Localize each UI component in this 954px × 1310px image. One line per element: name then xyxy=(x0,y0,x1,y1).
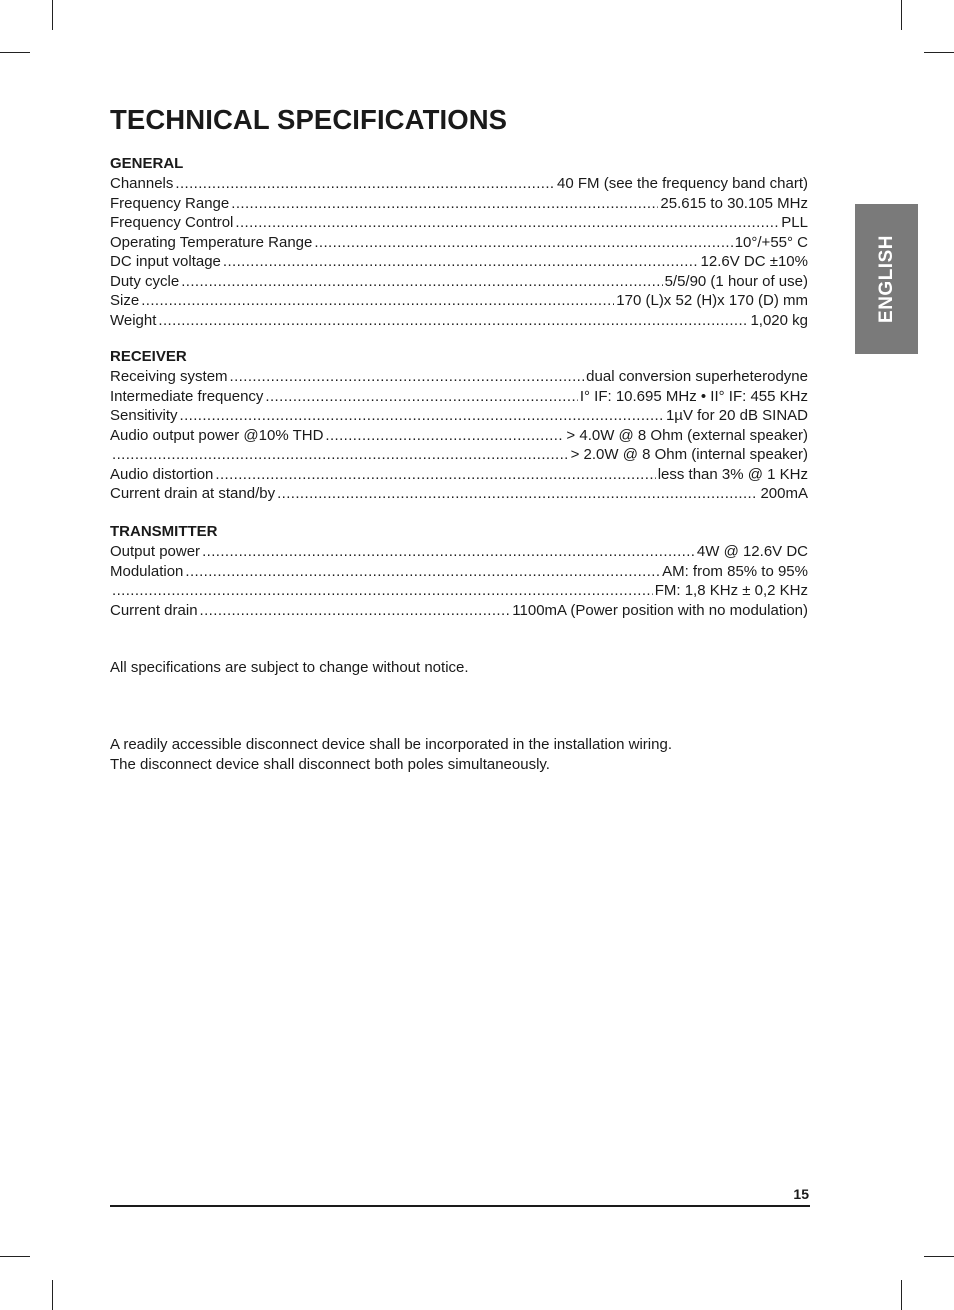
spec-label: Sensitivity xyxy=(110,407,178,424)
crop-mark xyxy=(901,0,902,30)
footer-rule xyxy=(110,1205,810,1207)
dot-leader xyxy=(202,542,695,562)
section-transmitter xyxy=(110,522,808,620)
spec-row xyxy=(110,272,808,292)
spec-row xyxy=(110,252,808,272)
dot-leader xyxy=(141,291,614,311)
spec-list xyxy=(110,367,808,504)
disconnect-note-line-1: A readily accessible disconnect device shall be incorporated in the installation wiring. xyxy=(110,736,672,753)
spec-label: Receiving system xyxy=(110,368,228,385)
spec-row xyxy=(110,465,808,485)
spec-value: 1100mA (Power position with no modulation) xyxy=(512,601,808,619)
dot-leader xyxy=(223,252,699,272)
spec-value: less than 3% @ 1 KHz xyxy=(657,465,808,483)
spec-value: 170 (L)x 52 (H)x 170 (D) mm xyxy=(616,292,808,309)
spec-label: Intermediate frequency xyxy=(110,387,264,405)
dot-leader xyxy=(181,272,662,292)
spec-list xyxy=(110,174,808,330)
dot-leader xyxy=(158,311,748,331)
spec-label: Audio distortion xyxy=(110,465,214,483)
spec-value: 1µV for 20 dB SINAD xyxy=(665,407,808,424)
dot-leader xyxy=(180,406,664,426)
spec-label: Current drain at stand/by xyxy=(110,485,276,502)
crop-mark xyxy=(0,1256,30,1257)
spec-label: Output power xyxy=(110,543,201,560)
spec-value: > 2.0W @ 8 Ohm (internal speaker) xyxy=(570,446,808,463)
spec-label: Weight xyxy=(110,311,157,329)
page-number: 15 xyxy=(793,1186,809,1202)
dot-leader xyxy=(185,562,660,582)
dot-leader xyxy=(314,233,732,253)
dot-leader xyxy=(230,367,585,387)
spec-label: Audio output power @10% THD xyxy=(110,426,324,444)
spec-value: 40 FM (see the frequency band chart) xyxy=(557,175,808,192)
section-heading: GENERAL xyxy=(110,155,184,172)
spec-label: Frequency Control xyxy=(110,214,234,231)
spec-value: I° IF: 10.695 MHz • II° IF: 455 KHz xyxy=(579,387,808,405)
spec-value: PLL xyxy=(781,214,808,231)
crop-mark xyxy=(52,0,53,30)
page-title: TECHNICAL SPECIFICATIONS xyxy=(110,104,508,135)
language-tab xyxy=(855,204,918,354)
dot-leader xyxy=(231,194,658,214)
crop-mark xyxy=(924,52,954,53)
spec-label: Channels xyxy=(110,175,174,192)
spec-row xyxy=(110,291,808,311)
dot-leader xyxy=(112,581,653,601)
spec-value: dual conversion superheterodyne xyxy=(586,368,808,385)
spec-label: Current drain xyxy=(110,601,198,619)
spec-value: > 4.0W @ 8 Ohm (external speaker) xyxy=(566,426,808,444)
spec-row xyxy=(110,445,808,465)
spec-row xyxy=(110,406,808,426)
spec-value: 10°/+55° C xyxy=(734,233,808,251)
language-tab-label: ENGLISH xyxy=(875,235,897,323)
spec-row xyxy=(110,387,808,407)
dot-leader xyxy=(215,465,655,485)
spec-value: 200mA xyxy=(760,485,808,502)
spec-value: FM: 1,8 KHz ± 0,2 KHz xyxy=(654,582,808,599)
dot-leader xyxy=(265,387,577,407)
spec-label: Duty cycle xyxy=(110,272,180,290)
dot-leader xyxy=(200,601,511,621)
spec-value: 25.615 to 30.105 MHz xyxy=(660,194,808,212)
spec-row xyxy=(110,484,808,504)
dot-leader xyxy=(175,174,555,194)
spec-row xyxy=(110,367,808,387)
spec-label: Operating Temperature Range xyxy=(110,233,313,251)
spec-list xyxy=(110,542,808,620)
crop-mark xyxy=(52,1280,53,1310)
spec-row xyxy=(110,426,808,446)
dot-leader xyxy=(325,426,564,446)
spec-label: Frequency Range xyxy=(110,194,230,212)
spec-row xyxy=(110,174,808,194)
dot-leader xyxy=(277,484,758,504)
dot-leader xyxy=(235,213,779,233)
spec-value: 5/5/90 (1 hour of use) xyxy=(664,272,808,290)
spec-value: AM: from 85% to 95% xyxy=(662,562,808,580)
disconnect-note-line-2: The disconnect device shall disconnect both poles simultaneously. xyxy=(110,756,550,773)
spec-row xyxy=(110,601,808,621)
section-general xyxy=(110,154,808,330)
spec-row xyxy=(110,311,808,331)
spec-row xyxy=(110,542,808,562)
spec-row xyxy=(110,213,808,233)
spec-row xyxy=(110,194,808,214)
section-heading: RECEIVER xyxy=(110,348,187,365)
spec-value: 4W @ 12.6V DC xyxy=(696,543,808,560)
crop-mark xyxy=(0,52,30,53)
spec-label: DC input voltage xyxy=(110,253,221,270)
change-notice: All specifications are subject to change without notice. xyxy=(110,659,469,676)
dot-leader xyxy=(112,445,569,465)
spec-row xyxy=(110,581,808,601)
spec-row xyxy=(110,233,808,253)
section-heading: TRANSMITTER xyxy=(110,523,218,540)
crop-mark xyxy=(924,1256,954,1257)
section-receiver xyxy=(110,347,808,504)
spec-value: 12.6V DC ±10% xyxy=(700,253,808,270)
spec-value: 1,020 kg xyxy=(750,311,808,329)
crop-mark xyxy=(901,1280,902,1310)
spec-row xyxy=(110,562,808,582)
spec-label: Size xyxy=(110,292,140,309)
spec-label: Modulation xyxy=(110,562,184,580)
